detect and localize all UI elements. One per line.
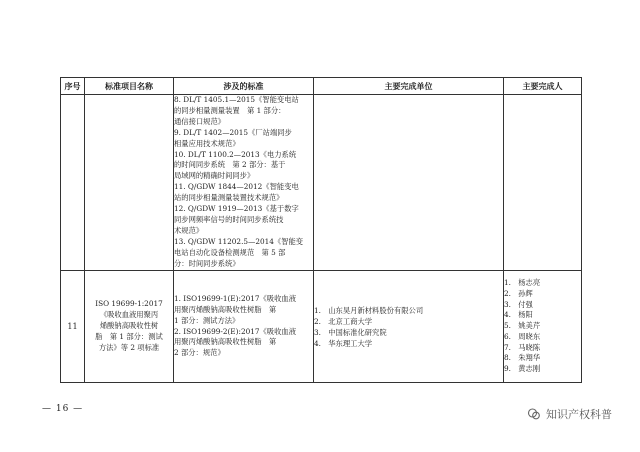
standard-line: 12. Q/GDW 1919—2013《基于数字 [174, 204, 299, 214]
cell-units [314, 271, 504, 383]
standard-line: 分：时间同步系统》 [174, 258, 240, 268]
header-people: 主要完成人 [504, 78, 582, 95]
unit-line: 1. 山东昊月新材料股份有限公司 [314, 305, 424, 315]
header-project-name: 标准项目名称 [85, 78, 174, 95]
cell-no [61, 95, 85, 271]
name-line: 《吸收血液用聚丙 [99, 310, 159, 320]
standard-line: 11. Q/GDW 1844—2012《智能变电 [174, 182, 299, 192]
page-number: — 16 — [42, 404, 84, 414]
standard-line: 相量应用技术规范》 [174, 138, 240, 148]
standard-line: 用聚丙烯酸钠高吸收性树脂 第 [174, 304, 277, 314]
header-units: 主要完成单位 [314, 78, 504, 95]
standard-line: 9. DL/T 1402—2015《厂站端同步 [174, 127, 292, 137]
person-line: 7. 马晓陈 [504, 342, 541, 352]
watermark-text: 知识产权科普 [546, 408, 612, 421]
header-no: 序号 [61, 78, 85, 95]
standard-line: 术规范》 [174, 225, 204, 235]
name-line: ISO 19699-1:2017 [95, 299, 163, 309]
table-row [61, 95, 582, 271]
person-line: 2. 孙辉 [504, 288, 533, 298]
standard-line: 用聚丙烯酸钠高吸收性树脂 第 [174, 337, 277, 347]
unit-line: 3. 中国标准化研究院 [314, 327, 387, 337]
name-line: 烯酸钠高吸收性树 [99, 321, 159, 331]
cell-standards [174, 271, 314, 383]
cell-no: 11 [61, 271, 85, 383]
standard-line: 的时间同步系统 第 2 部分：基于 [174, 160, 286, 170]
cell-people [504, 271, 582, 383]
unit-line: 4. 华东理工大学 [314, 338, 373, 348]
standard-line: 同步网频率信号的时间同步系统技 [174, 214, 284, 224]
standard-line: 2. ISO19699-2(E):2017《吸收血液 [174, 326, 296, 336]
unit-line: 2. 北京工商大学 [314, 316, 373, 326]
table-header-row [61, 78, 582, 95]
cell-units [314, 95, 504, 271]
standard-line: 10. DL/T 1100.2—2013《电力系统 [174, 149, 297, 159]
person-line: 9. 黄志刚 [504, 364, 541, 374]
standard-line: 1. ISO19699-1(E):2017《吸收血液 [174, 293, 296, 303]
standard-line: 8. DL/T 1405.1—2015《智能变电站 [174, 95, 299, 104]
person-line: 5. 姚美芹 [504, 321, 541, 331]
person-line: 3. 付强 [504, 299, 533, 309]
standard-line: 1 部分：测试方法》 [174, 315, 240, 325]
standard-line: 通信接口规范》 [174, 116, 226, 126]
watermark [527, 406, 612, 422]
cell-name [85, 95, 174, 271]
person-line: 4. 杨阳 [504, 310, 533, 320]
person-line: 6. 周晓东 [504, 331, 541, 341]
wechat-icon [527, 407, 541, 421]
standard-line: 2 部分：规范》 [174, 348, 225, 358]
standard-line: 站的同步相量测量装置技术规范》 [174, 193, 284, 203]
standard-line: 的同步相量测量装置 第 1 部分： [174, 105, 286, 115]
person-line: 8. 朱翔华 [504, 353, 541, 363]
standard-line: 13. Q/GDW 11202.5—2014《智能变 [174, 236, 304, 246]
standard-line: 电站自动化设备检测规范 第 5 部 [174, 247, 286, 257]
cell-standards [174, 95, 314, 271]
standard-line: 局域网的精确时间同步》 [174, 171, 255, 181]
standards-table [60, 77, 582, 383]
table-row [61, 271, 582, 383]
header-standards: 涉及的标准 [174, 78, 314, 95]
cell-name [85, 271, 174, 383]
cell-people [504, 95, 582, 271]
person-line: 1. 杨志亮 [504, 277, 541, 287]
name-line: 脂 第 1 部分：测试 [95, 331, 163, 341]
name-line: 方法》等 2 项标准 [98, 342, 160, 352]
